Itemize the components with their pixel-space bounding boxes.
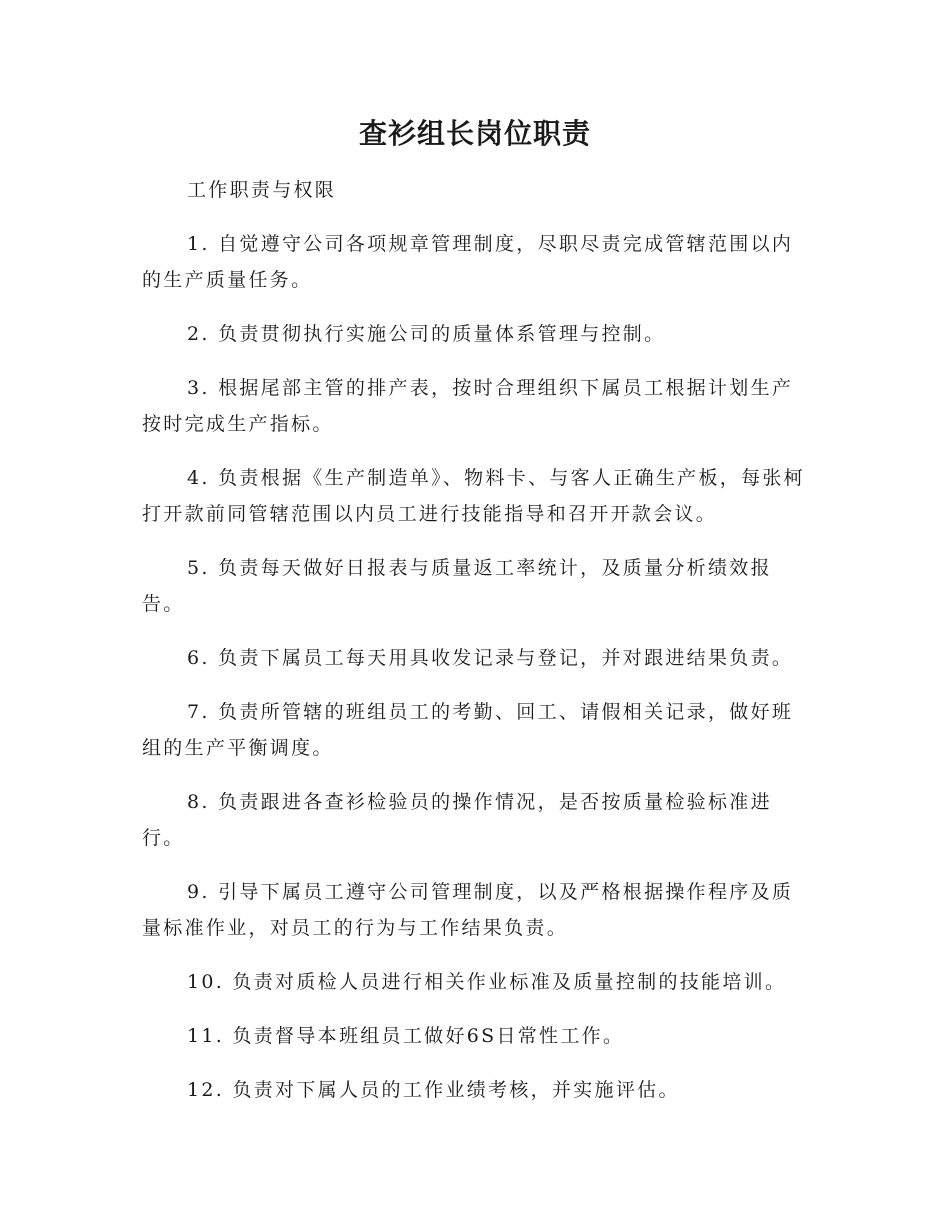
duty-item-8: 8. 负责跟进各查衫检验员的操作情况，是否按质量检验标准进行。	[142, 791, 772, 849]
duty-item-11: 11. 负责督导本班组员工做好6S日常性工作。	[187, 1025, 625, 1047]
duty-item-4: 4. 负责根据《生产制造单》、物料卡、与客人正确生产板，每张柯打开款前同管辖范围以内员工进行技能指导和召开开款会议。	[142, 467, 805, 525]
duty-item-3: 3. 根据尾部主管的排产表，按时合理组织下属员工根据计划生产按时完成生产指标。	[142, 377, 794, 435]
page-title: 查衫组长岗位职责	[358, 117, 591, 150]
duty-item-6: 6. 负责下属员工每天用具收发记录与登记，并对跟进结果负责。	[187, 647, 794, 669]
duty-item-10: 10. 负责对质检人员进行相关作业标准及质量控制的技能培训。	[187, 971, 787, 993]
duty-item-12: 12. 负责对下属人员的工作业绩考核，并实施评估。	[187, 1079, 680, 1101]
duty-item-2: 2. 负责贯彻执行实施公司的质量体系管理与控制。	[187, 323, 666, 345]
duty-item-5: 5. 负责每天做好日报表与质量返工率统计，及质量分析绩效报告。	[142, 557, 772, 615]
duty-item-7: 7. 负责所管辖的班组员工的考勤、回工、请假相关记录，做好班组的生产平衡调度。	[142, 701, 794, 759]
duty-item-9: 9. 引导下属员工遵守公司管理制度，以及严格根据操作程序及质量标准作业，对员工的行为与工作结果负责。	[142, 881, 794, 939]
duty-item-1: 1. 自觉遵守公司各项规章管理制度，尽职尽责完成管辖范围以内的生产质量任务。	[142, 233, 794, 291]
section-heading: 工作职责与权限	[187, 179, 337, 201]
document-body	[142, 172, 810, 1126]
